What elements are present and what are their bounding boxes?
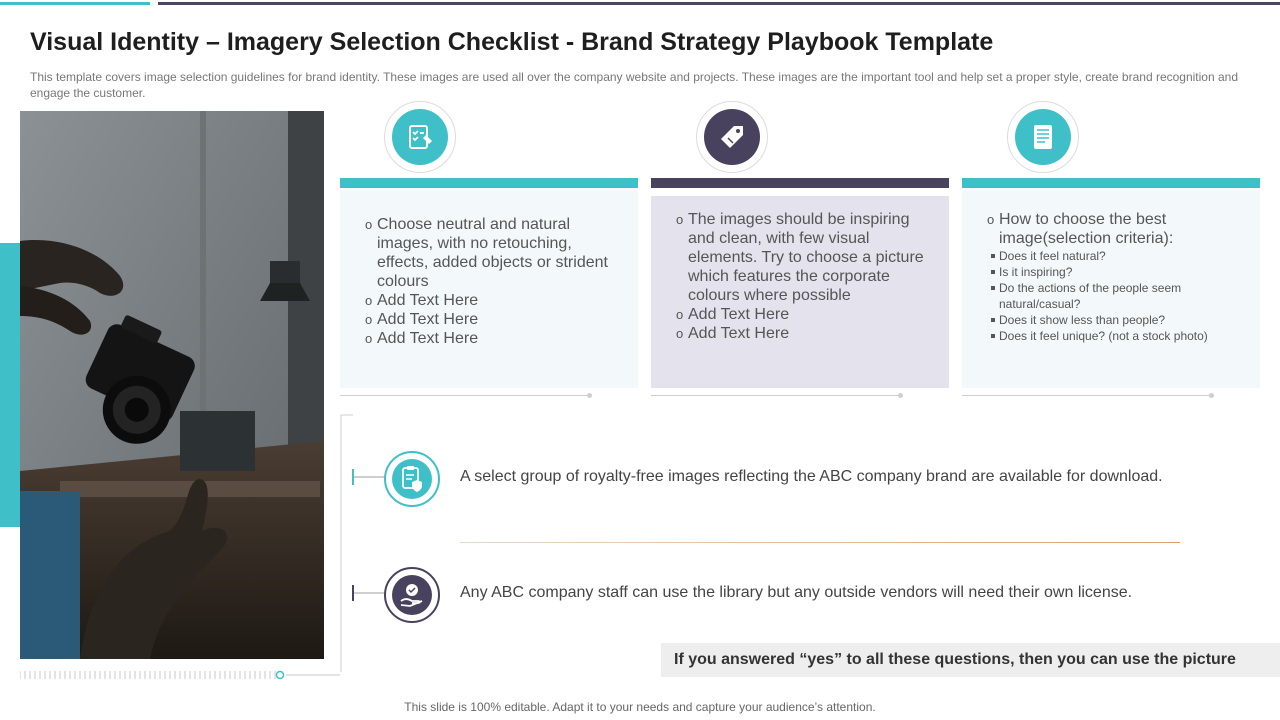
card-1-icon-badge	[384, 101, 456, 173]
list-item: o Add Text Here	[658, 305, 938, 324]
list-item: Do the actions of the people seem natural/casual?	[969, 280, 1254, 312]
statement-divider	[460, 542, 1180, 543]
list-item: o Choose neutral and natural images, with no retouching, effects, added objects or strident colours	[347, 215, 627, 291]
list-item: o Add Text Here	[347, 310, 627, 329]
conclusion-box	[661, 643, 1280, 677]
statement-2-connector	[352, 592, 386, 594]
list-item: o Add Text Here	[347, 291, 627, 310]
document-list-icon	[1029, 123, 1057, 151]
guideline-card-2	[651, 178, 949, 396]
list-item: o Add Text Here	[347, 329, 627, 348]
photo-scroll-track	[20, 667, 340, 677]
top-accent-bar-dark	[158, 2, 1280, 5]
editable-note: This slide is 100% editable. Adapt it to your needs and capture your audience’s attention.	[404, 700, 876, 714]
camera-hands-photo	[20, 111, 324, 659]
checklist-clipboard-icon	[406, 123, 434, 151]
card-3-accent-bar	[962, 178, 1260, 188]
statement-1-text: A select group of royalty-free images reflecting the ABC company brand are available for download.	[460, 468, 1163, 485]
card-1-list	[347, 215, 627, 348]
card-2-icon-badge	[696, 101, 768, 173]
card-3-underline-dot	[1209, 393, 1214, 398]
card-1-accent-bar	[340, 178, 638, 188]
card-2-underline	[651, 395, 901, 396]
page-description: This template covers image selection guidelines for brand identity. These images are used all over the company website and projects. These images are the important tool and help set a proper style, create brand recognition and engage the customer.	[30, 70, 1239, 100]
guideline-card-1	[340, 178, 638, 396]
statement-1-tick	[352, 469, 354, 485]
card-2-list	[658, 210, 938, 343]
page-title: Visual Identity – Imagery Selection Checklist - Brand Strategy Playbook Template	[30, 28, 994, 56]
list-item: Is it inspiring?	[969, 264, 1254, 280]
card-1-underline-dot	[587, 393, 592, 398]
statement-2-tick	[352, 585, 354, 601]
hand-badge-icon	[392, 575, 432, 615]
card-3-body	[962, 190, 1260, 388]
statement-1-icon-badge	[384, 451, 440, 507]
statement-2-icon-badge	[384, 567, 440, 623]
left-accent-stripe	[0, 243, 20, 527]
card-3-underline	[962, 395, 1212, 396]
card-3-icon-badge	[1007, 101, 1079, 173]
list-item: Does it show less than people?	[969, 312, 1254, 328]
statement-2-text: Any ABC company staff can use the library but any outside vendors will need their own license.	[460, 584, 1133, 601]
card-3-heading-list	[969, 210, 1254, 248]
clipboard-shield-icon	[392, 459, 432, 499]
price-tag-icon	[718, 123, 746, 151]
list-item: Does it feel unique? (not a stock photo)	[969, 328, 1254, 344]
card-1-body	[340, 190, 638, 388]
guideline-card-3	[962, 178, 1260, 396]
criteria-heading: o How to choose the best image(selection criteria):	[969, 210, 1254, 248]
card-2-accent-bar	[651, 178, 949, 188]
list-item: o Add Text Here	[658, 324, 938, 343]
timeline-connector	[340, 414, 354, 676]
criteria-list	[969, 248, 1254, 344]
conclusion-text: If you answered “yes” to all these questions, then you can use the picture	[674, 651, 1236, 668]
list-item: o The images should be inspiring and clean, with few visual elements. Try to choose a picture which features the corporate colours where possible	[658, 210, 938, 305]
list-item: Does it feel natural?	[969, 248, 1254, 264]
card-1-underline	[340, 395, 590, 396]
statement-1-connector	[352, 476, 386, 478]
card-2-underline-dot	[898, 393, 903, 398]
card-2-body	[651, 196, 949, 388]
top-accent-bar-teal	[0, 2, 150, 5]
